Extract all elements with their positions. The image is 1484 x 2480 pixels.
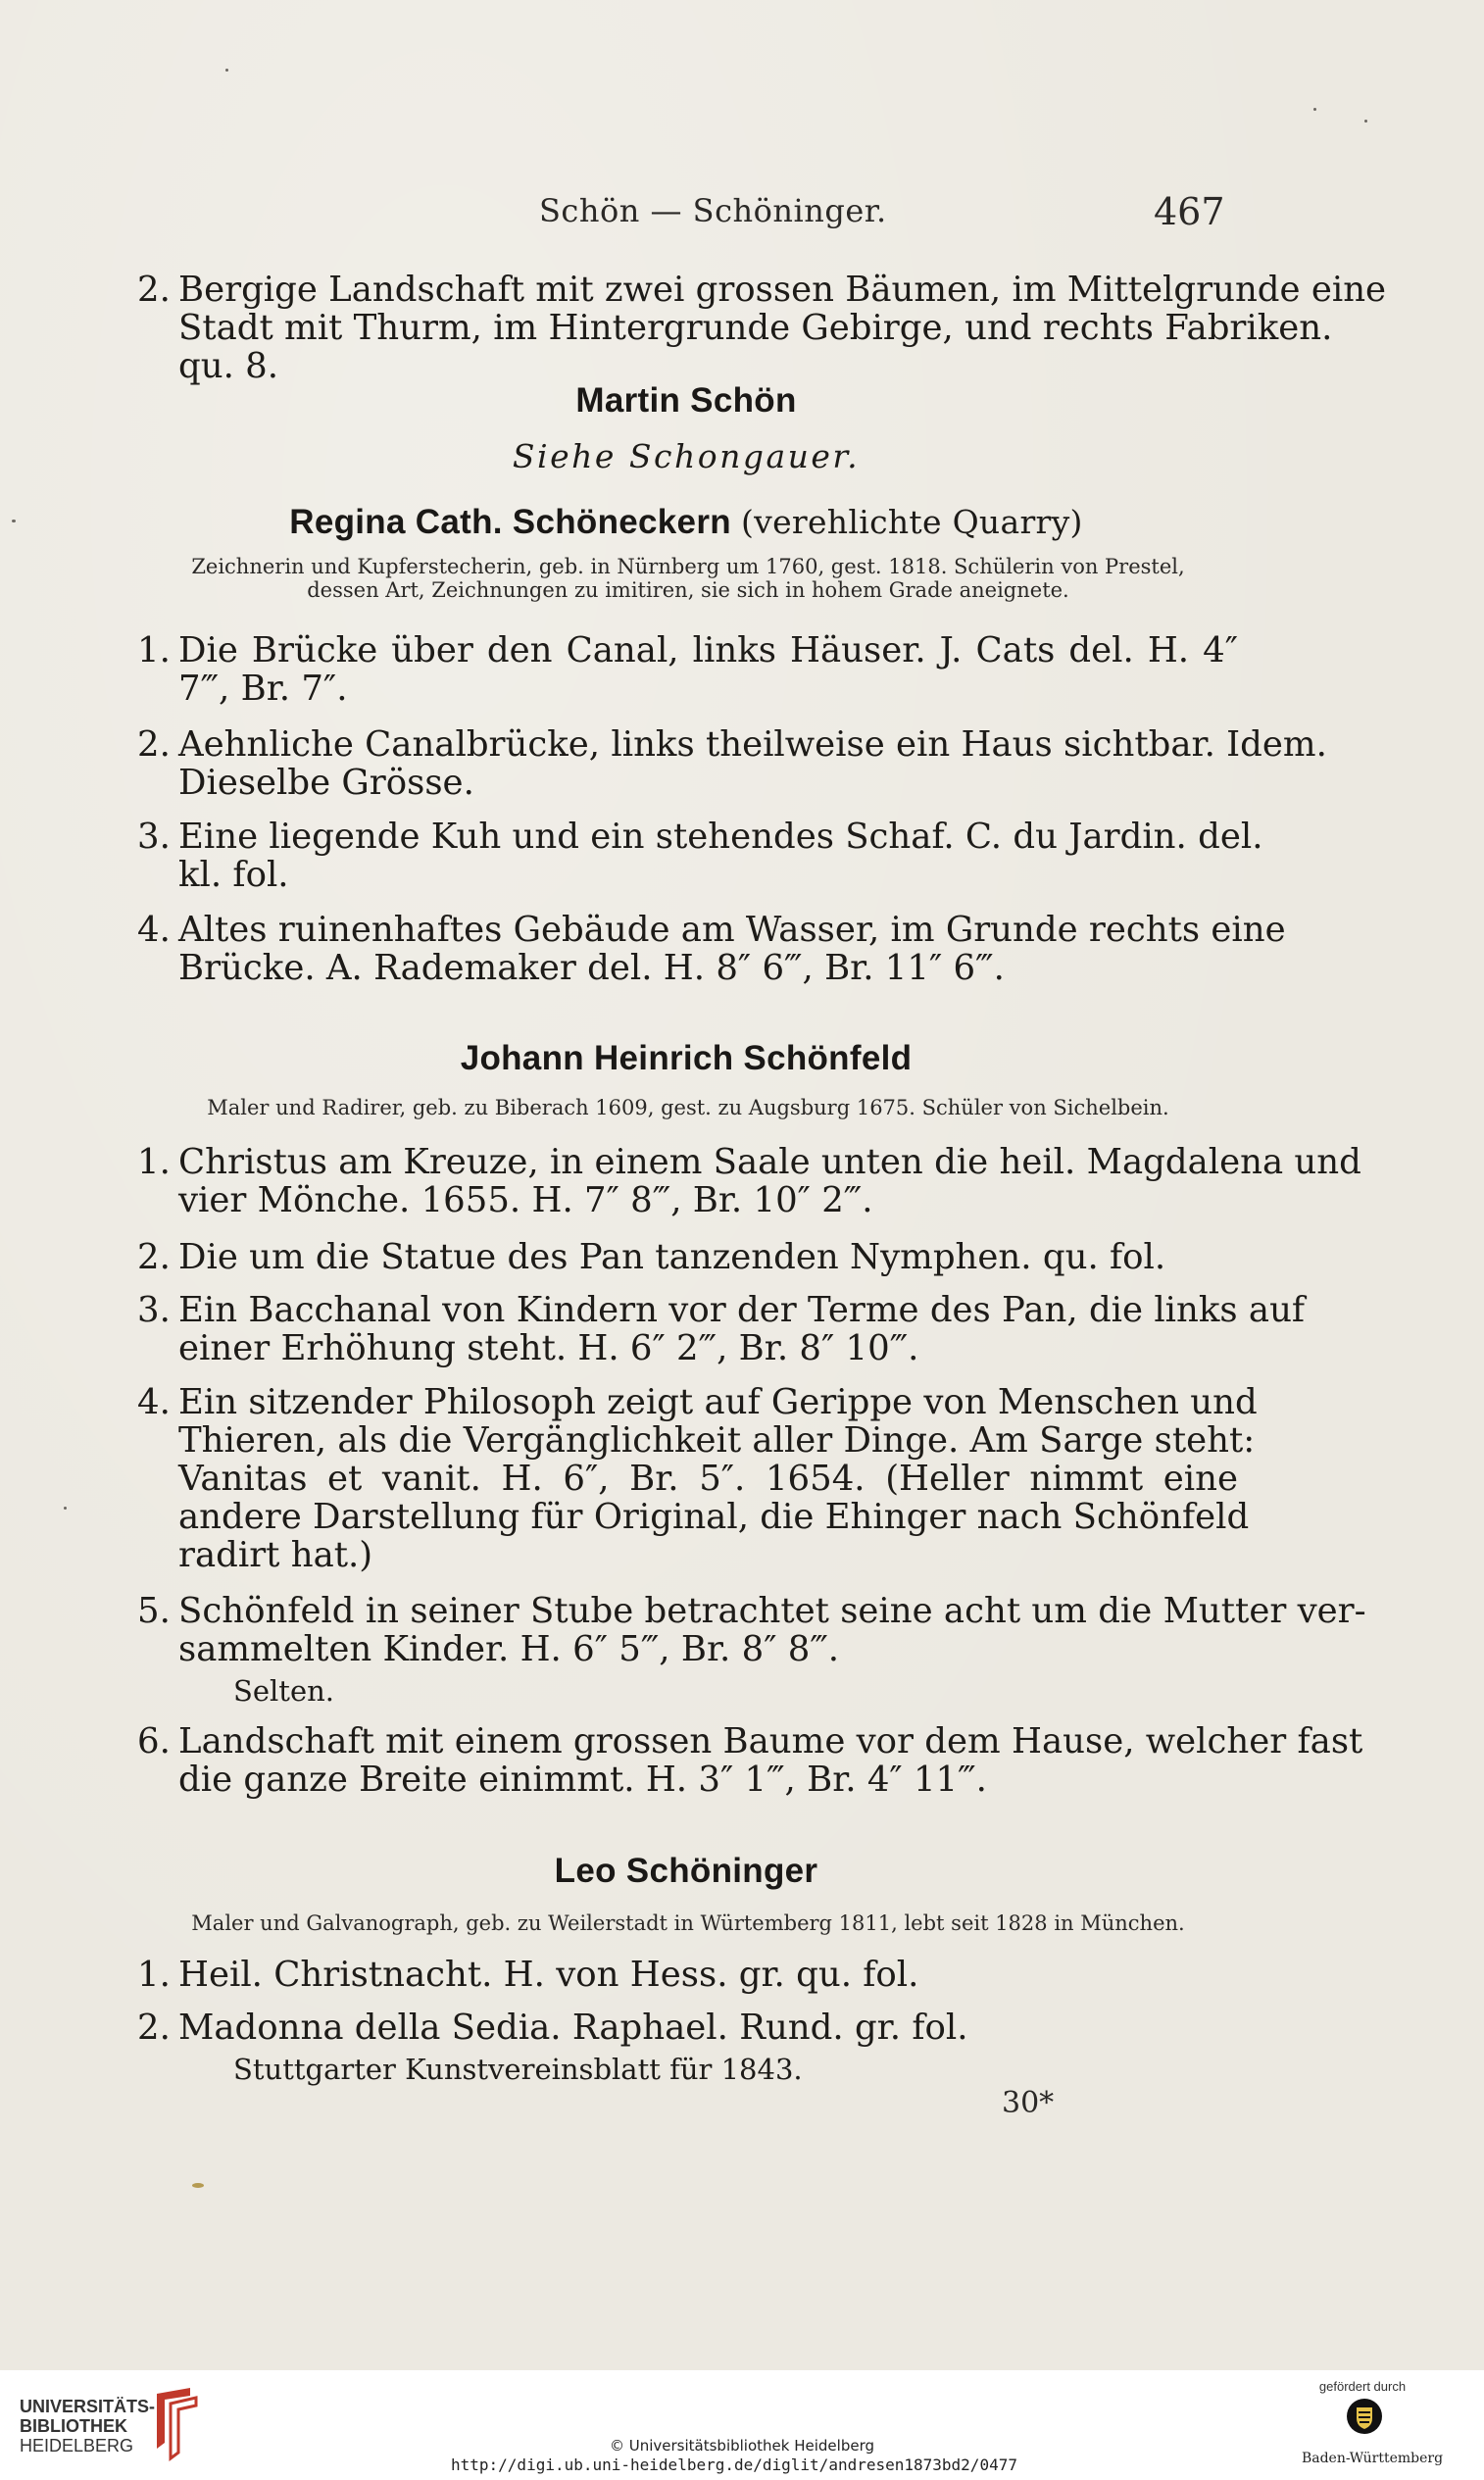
state-name: Baden-Württemberg xyxy=(1301,2451,1444,2466)
catalogue-entry xyxy=(178,817,1263,895)
entry-line: Madonna della Sedia. Raphael. Rund. gr. fol. xyxy=(178,2008,968,2048)
entry-line: Christus am Kreuze, in einem Saale unten die heil. Magdalena und xyxy=(178,1142,1361,1182)
entry-line: andere Darstellung für Original, die Ehinger nach Schönfeld xyxy=(178,1497,1250,1537)
scan-speck xyxy=(1364,120,1367,123)
scan-speck xyxy=(1313,108,1316,111)
entry-line: einer Erhöhung steht. H. 6″ 2‴, Br. 8″ 10‴. xyxy=(178,1328,919,1368)
signature-mark: 30* xyxy=(1002,2086,1055,2120)
scan-speck xyxy=(64,1507,67,1510)
catalogue-entry xyxy=(178,910,1286,988)
item-number: 5. xyxy=(137,1591,171,1631)
artist-biography: Maler und Galvanograph, geb. zu Weilerstadt in Würtemberg 1811, lebt seit 1828 in München. xyxy=(191,1911,1185,1935)
artist-note: (verehlichte Quarry) xyxy=(740,503,1083,541)
item-number: 3. xyxy=(137,1290,171,1330)
catalogue-entry xyxy=(178,1142,1361,1220)
library-name-line: BIBLIOTHEK xyxy=(20,2416,127,2436)
catalogue-entry xyxy=(178,631,1238,708)
item-number: 2. xyxy=(137,2008,171,2048)
entry-line: Ein Bacchanal von Kindern vor der Terme des Pan, die links auf xyxy=(178,1290,1306,1330)
artist-heading: Martin Schön xyxy=(575,381,797,420)
artist-biography xyxy=(139,555,1237,602)
entry-line: sammelten Kinder. H. 6″ 5‴, Br. 8″ 8‴. xyxy=(178,1629,840,1669)
catalogue-entry xyxy=(178,1956,1238,1994)
entry-line: qu. 8. xyxy=(178,346,279,386)
entry-line: Schönfeld in seiner Stube betrachtet seine acht um die Mutter ver- xyxy=(178,1591,1366,1631)
entry-line: Bergige Landschaft mit zwei grossen Bäumen, im Mittelgrunde eine xyxy=(178,270,1387,310)
item-number: 2. xyxy=(137,724,171,765)
catalogue-entry xyxy=(178,1238,1238,1276)
catalogue-entry xyxy=(178,1290,1306,1368)
entry-line: Heil. Christnacht. H. von Hess. gr. qu. fol. xyxy=(178,1955,919,1995)
entry-line: radirt hat.) xyxy=(178,1535,373,1575)
artist-name: Regina Cath. Schöneckern xyxy=(289,503,731,541)
artist-heading: Leo Schöninger xyxy=(554,1852,818,1890)
entry-line: Thieren, als die Vergänglichkeit aller Dinge. Am Sarge steht: xyxy=(178,1420,1256,1461)
library-name-line: UNIVERSITÄTS- xyxy=(20,2397,156,2416)
catalogue-entry xyxy=(178,270,1387,386)
entry-line: Aehnliche Canalbrücke, links theilweise ein Haus sichtbar. Idem. xyxy=(178,724,1327,765)
item-number: 2. xyxy=(137,1237,171,1277)
entry-line: Stadt mit Thurm, im Hintergrunde Gebirge, und rechts Fabriken. xyxy=(178,308,1333,348)
catalogue-entry xyxy=(178,724,1327,803)
entry-line: Brücke. A. Rademaker del. H. 8″ 6‴, Br. 11″ 6‴. xyxy=(178,948,1005,988)
library-name-line: HEIDELBERG xyxy=(20,2436,134,2455)
item-number: 6. xyxy=(137,1721,171,1761)
entry-line: Altes ruinenhaftes Gebäude am Wasser, im Grunde rechts eine xyxy=(178,910,1286,950)
item-note: Stuttgarter Kunstvereinsblatt für 1843. xyxy=(233,2053,803,2086)
artist-heading xyxy=(0,503,1372,542)
item-number: 3. xyxy=(137,817,171,857)
entry-line: Die um die Statue des Pan tanzenden Nymphen. qu. fol. xyxy=(178,1237,1166,1277)
entry-line: Die Brücke über den Canal, links Häuser. J. Cats del. H. 4″ xyxy=(178,630,1238,670)
entry-line: Landschaft mit einem grossen Baume vor dem Hause, welcher fast xyxy=(178,1721,1363,1761)
page-url[interactable]: http://digi.ub.uni-heidelberg.de/diglit/andresen1873bd2/0477 xyxy=(451,2455,1017,2474)
item-number: 1. xyxy=(137,630,171,670)
bio-line: dessen Art, Zeichnungen zu imitiren, sie sich in hohem Grade aneignete. xyxy=(307,578,1069,602)
item-number: 4. xyxy=(137,910,171,950)
entry-line: vier Mönche. 1655. H. 7″ 8‴, Br. 10″ 2‴. xyxy=(178,1180,873,1220)
state-crest-icon xyxy=(1345,2397,1384,2436)
entry-line: 7‴, Br. 7″. xyxy=(178,669,348,709)
catalogue-entry xyxy=(178,1721,1363,1800)
funding-label: gefördert durch xyxy=(1318,2379,1407,2394)
item-number: 4. xyxy=(137,1382,171,1422)
entry-line: kl. fol. xyxy=(178,855,289,895)
cross-reference: Siehe Schongauer. xyxy=(512,437,861,475)
running-title: Schön — Schöninger. xyxy=(539,192,887,229)
artist-biography: Maler und Radirer, geb. zu Biberach 1609, gest. zu Augsburg 1675. Schüler von Sichelbein. xyxy=(207,1096,1169,1119)
catalogue-entry xyxy=(178,2009,1238,2047)
entry-line: Eine liegende Kuh und ein stehendes Schaf. C. du Jardin. del. xyxy=(178,817,1263,857)
item-number: 1. xyxy=(137,1142,171,1182)
artist-heading: Johann Heinrich Schönfeld xyxy=(460,1039,913,1077)
catalogue-entry xyxy=(178,1382,1258,1575)
catalogue-entry xyxy=(178,1591,1366,1669)
scan-speck xyxy=(225,69,228,72)
scan-speck xyxy=(192,2183,204,2188)
page-number: 467 xyxy=(1154,190,1225,233)
bio-line: Zeichnerin und Kupferstecherin, geb. in Nürnberg um 1760, gest. 1818. Schülerin von Prestel, xyxy=(191,555,1185,578)
entry-line: Ein sitzender Philosoph zeigt auf Gerippe von Menschen und xyxy=(178,1382,1258,1422)
entry-line: Dieselbe Grösse. xyxy=(178,763,474,803)
item-number: 1. xyxy=(137,1955,171,1995)
item-number: 2. xyxy=(137,270,171,310)
entry-line: Vanitas et vanit. H. 6″, Br. 5″. 1654. (Heller nimmt eine xyxy=(178,1459,1238,1499)
entry-line: die ganze Breite einimmt. H. 3″ 1‴, Br. 4″ 11‴. xyxy=(178,1760,987,1800)
copyright: © Universitätsbibliothek Heidelberg xyxy=(609,2437,874,2455)
item-note: Selten. xyxy=(233,1674,335,1708)
